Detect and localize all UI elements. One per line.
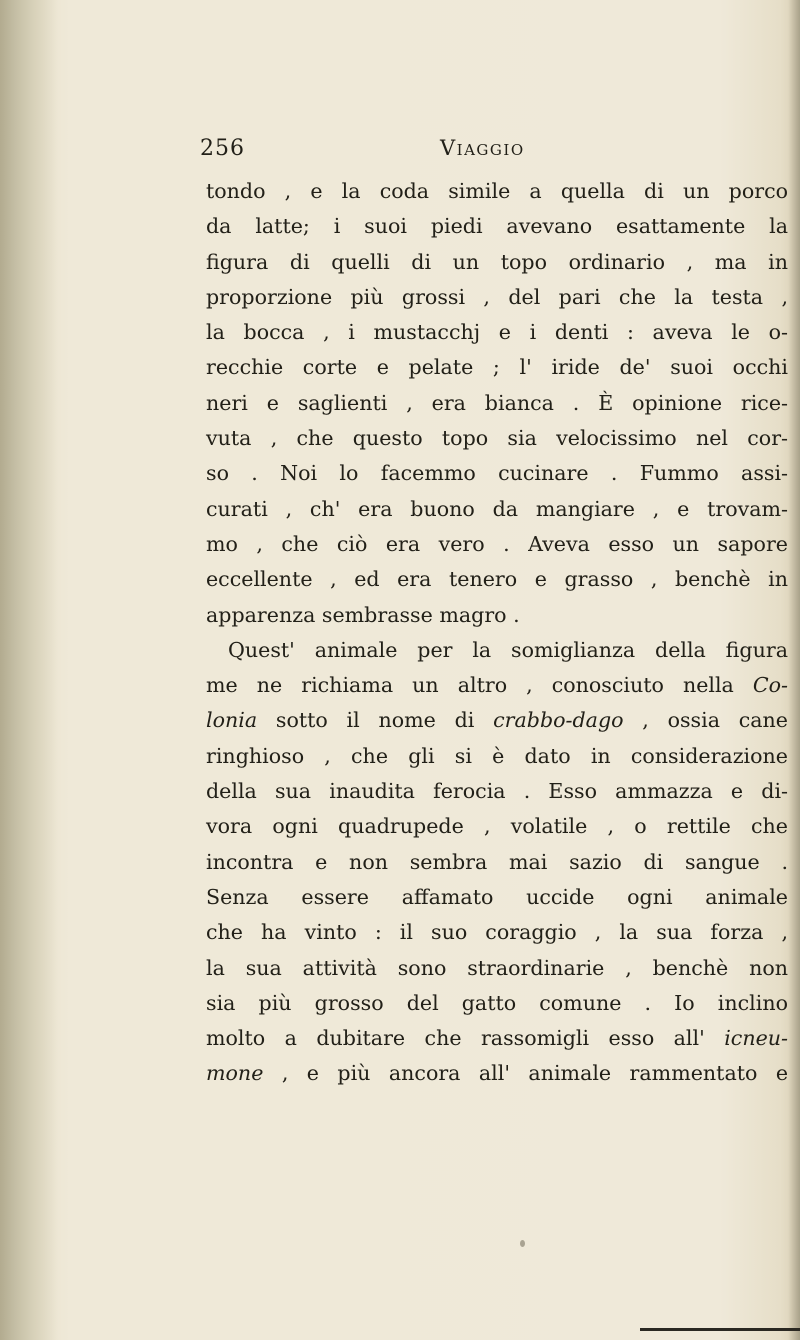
text-segment: , ossia cane [642, 708, 788, 733]
body-text [206, 174, 788, 1092]
text-line: Quest' animale per la somiglianza della figura [228, 637, 788, 662]
text-segment: me ne richiama un altro , conosciuto nella [206, 673, 734, 698]
text-line: proporzione più grossi , del pari che la testa , [206, 284, 788, 309]
text-segment: sotto il nome di [275, 708, 475, 733]
text-line: da latte; i suoi piedi avevano esattamente la [206, 214, 788, 239]
text-line [206, 1056, 788, 1091]
text-line: la sua attività sono straordinarie , benchè non [206, 955, 788, 980]
text-segment: , e più ancora all' animale rammentato e [281, 1061, 789, 1086]
text-line: la bocca , i mustacchj e i denti : aveva le o- [206, 320, 788, 345]
page-number: 256 [200, 136, 245, 161]
text-line: neri e saglienti , era bianca . È opinione rice- [206, 390, 788, 415]
italic-term: Co- [752, 673, 788, 698]
page-edge-shadow [788, 0, 800, 1340]
text-line: so . Noi lo facemmo cucinare . Fummo assi- [206, 461, 788, 486]
running-title: Viaggio [440, 136, 525, 160]
text-line: vuta , che questo topo sia velocissimo nel cor- [206, 426, 788, 451]
text-line: vora ogni quadrupede , volatile , o rettile che [206, 814, 788, 839]
text-line: eccellente , ed era tenero e grasso , benchè in [206, 567, 788, 592]
text-line: curati , ch' era buono da mangiare , e trovam- [206, 496, 788, 521]
text-line: figura di quelli di un topo ordinario , ma in [206, 249, 788, 274]
text-line [206, 668, 788, 703]
text-line: incontra e non sembra mai sazio di sangue . [206, 849, 788, 874]
ink-speck [520, 1240, 525, 1247]
italic-term: lonia [206, 708, 258, 733]
text-line: sia più grosso del gatto comune . Io inclino [206, 990, 788, 1015]
text-line [206, 703, 788, 738]
page-bottom-edge [640, 1328, 800, 1331]
binding-gutter-shadow [0, 0, 58, 1340]
page-header [200, 136, 600, 172]
text-line: ringhioso , che gli si è dato in considerazione [206, 743, 788, 768]
text-line: recchie corte e pelate ; l' iride de' suoi occhi [206, 355, 788, 380]
text-line: apparenza sembrasse magro . [206, 602, 520, 627]
text-line: tondo , e la coda simile a quella di un porco [206, 179, 788, 203]
italic-term: crabbo-dago [493, 708, 624, 733]
text-segment: molto a dubitare che rassomigli esso all' [206, 1026, 705, 1051]
text-line: che ha vinto : il suo coraggio , la sua forza , [206, 920, 788, 945]
italic-term: mone [206, 1061, 264, 1086]
text-line [206, 1021, 788, 1056]
text-line: Senza essere affamato uccide ogni animale [206, 884, 788, 909]
text-line: della sua inaudita ferocia . Esso ammazza e di- [206, 779, 788, 804]
text-line: mo , che ciò era vero . Aveva esso un sapore [206, 531, 788, 556]
italic-term: icneu- [724, 1026, 788, 1051]
